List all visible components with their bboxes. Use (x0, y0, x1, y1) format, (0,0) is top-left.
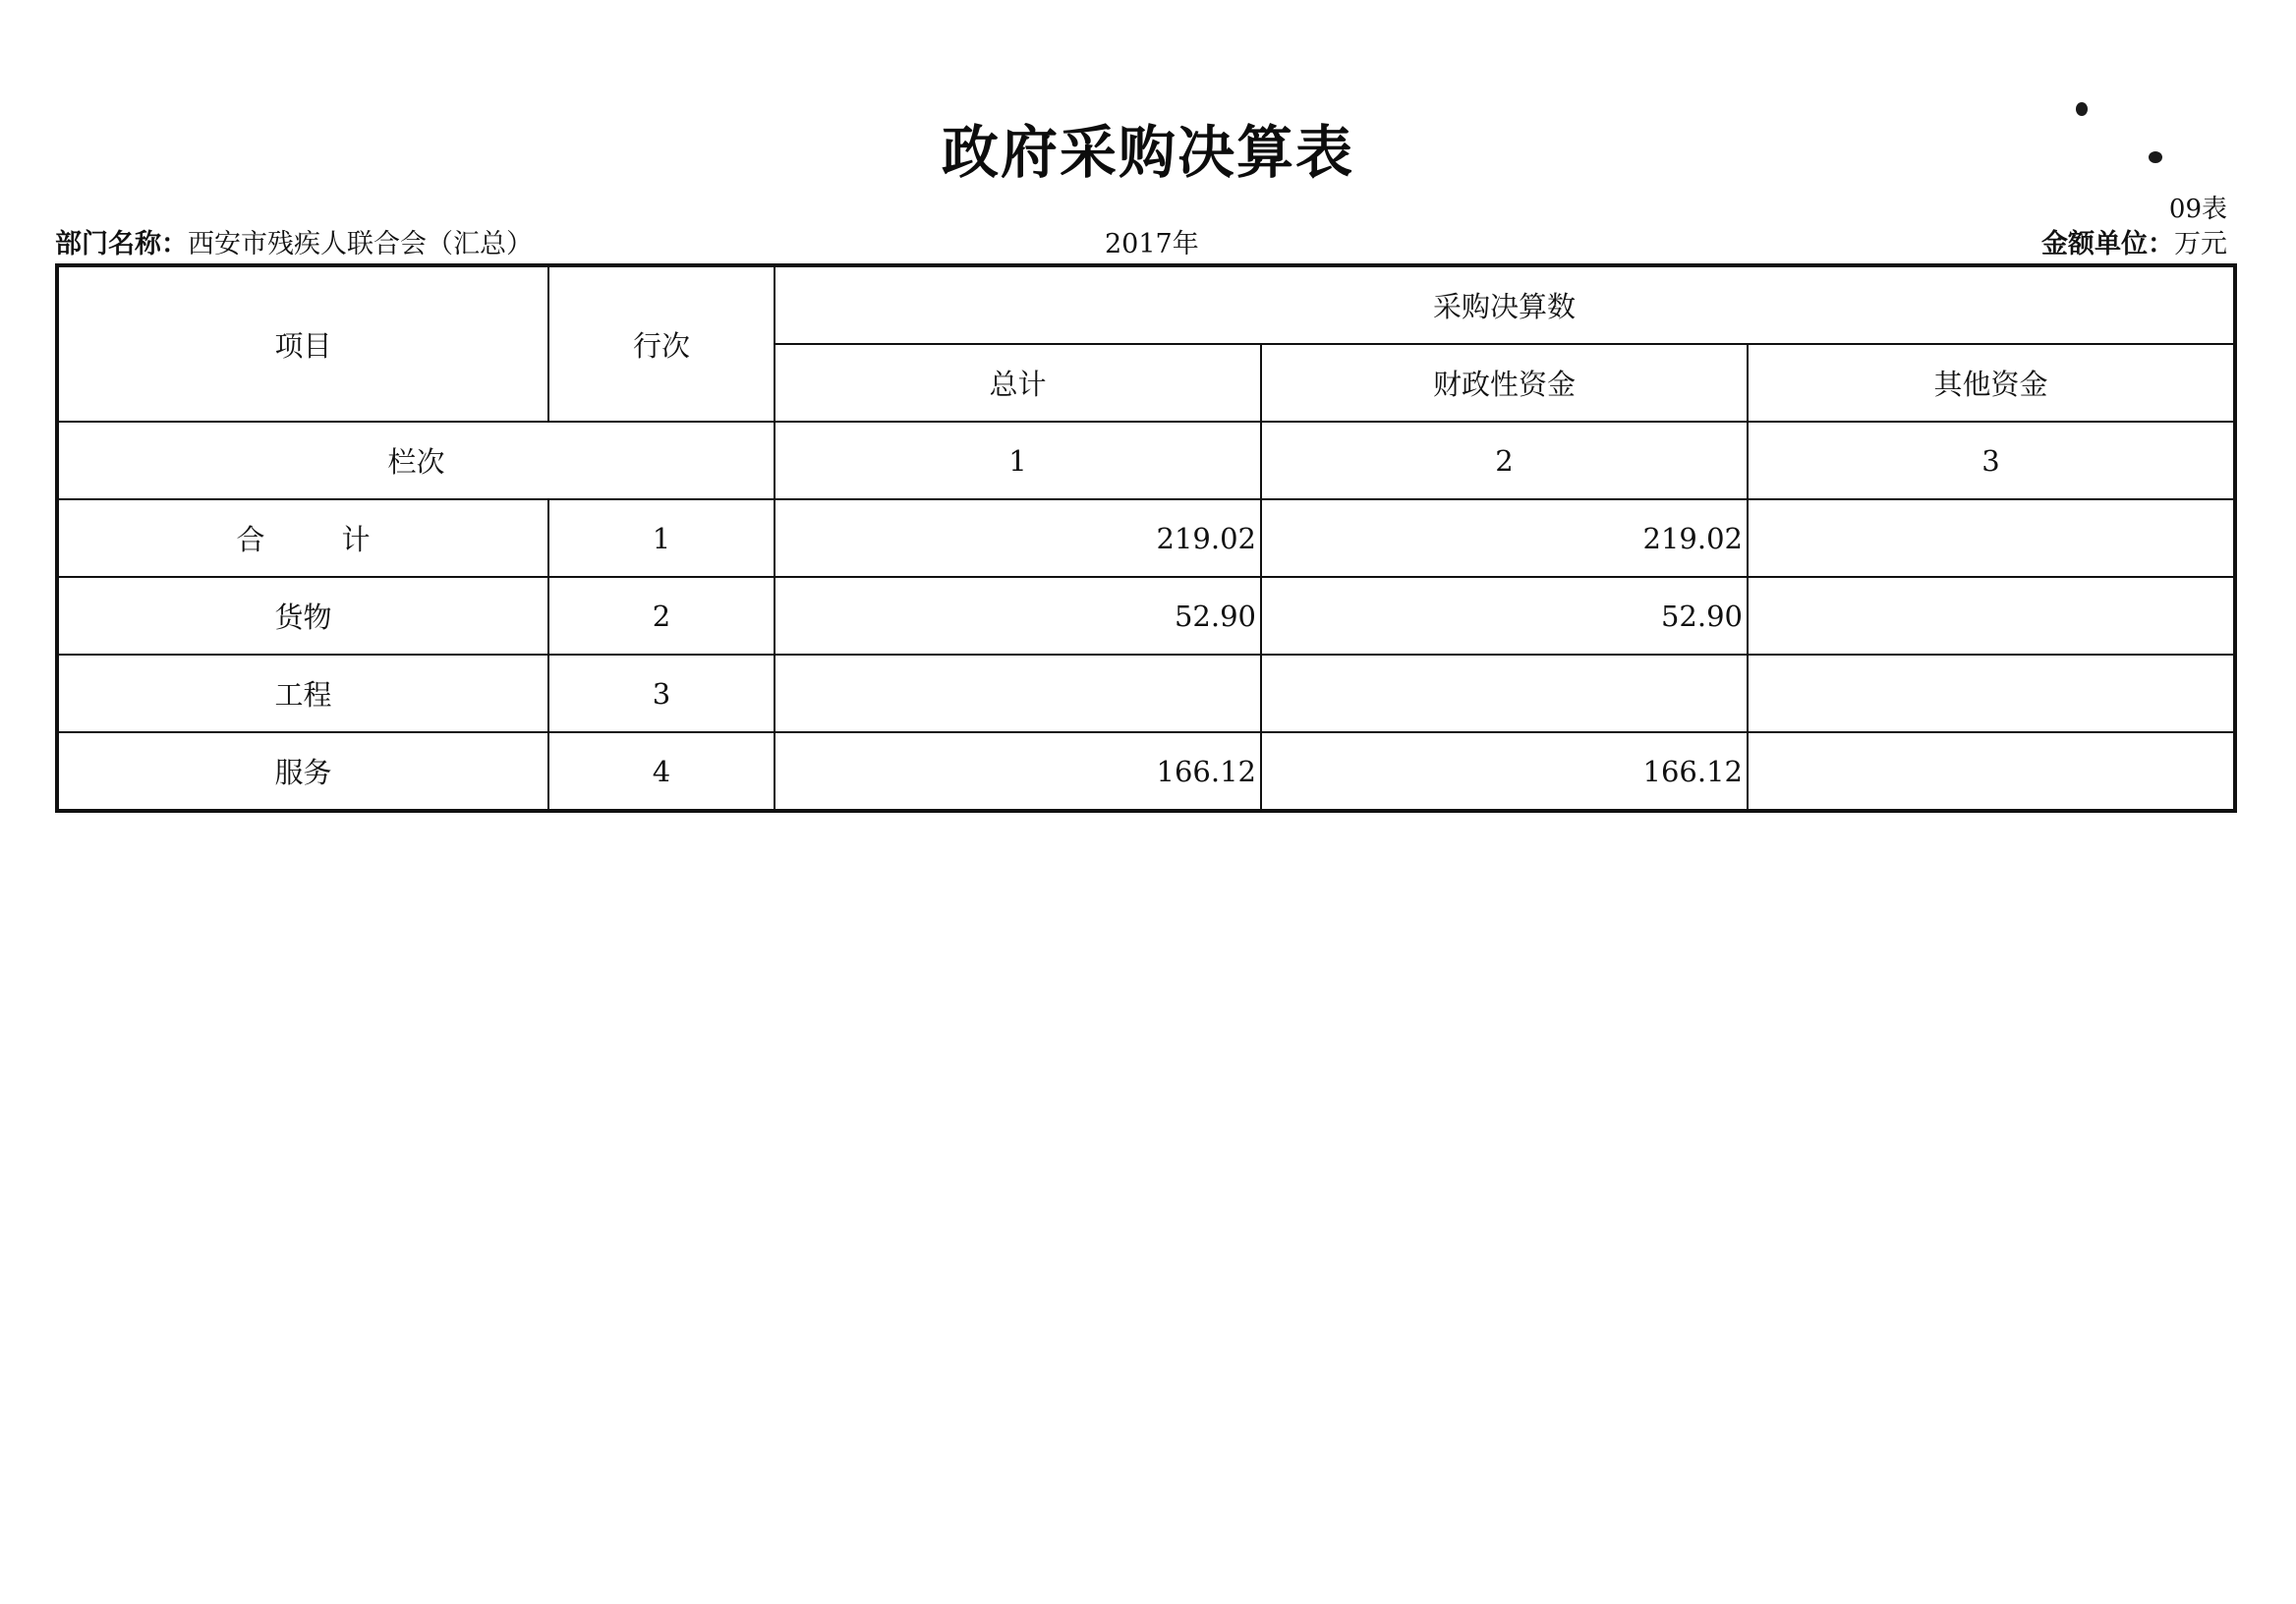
row-other (1748, 577, 2235, 655)
row-number: 1 (548, 499, 775, 577)
row-fiscal: 219.02 (1261, 499, 1748, 577)
row-number: 2 (548, 577, 775, 655)
row-item: 货物 (57, 577, 548, 655)
row-fiscal: 166.12 (1261, 732, 1748, 811)
document-header-row (55, 222, 2227, 258)
department-info (55, 222, 533, 260)
row-other (1748, 499, 2235, 577)
column-index-3: 3 (1748, 422, 2235, 499)
row-total: 219.02 (775, 499, 1261, 577)
header-total: 总计 (775, 344, 1261, 422)
header-row-no: 行次 (548, 265, 775, 422)
unit-value: 万元 (2174, 229, 2227, 259)
table-row (57, 732, 2235, 811)
row-other (1748, 732, 2235, 811)
row-item-text: 合计 (236, 523, 447, 556)
row-fiscal (1261, 655, 1748, 732)
row-fiscal: 52.90 (1261, 577, 1748, 655)
column-index-2: 2 (1261, 422, 1748, 499)
header-item: 项目 (57, 265, 548, 422)
department-label: 部门名称： (55, 229, 188, 259)
table-row (57, 577, 2235, 655)
scan-speck (2076, 102, 2088, 116)
unit-label: 金额单位： (2041, 229, 2174, 259)
row-item (57, 499, 548, 577)
row-number: 3 (548, 655, 775, 732)
header-fiscal: 财政性资金 (1261, 344, 1748, 422)
procurement-table (55, 263, 2237, 813)
column-index-label: 栏次 (57, 422, 775, 499)
amount-unit (2041, 222, 2227, 260)
row-total: 166.12 (775, 732, 1261, 811)
row-number: 4 (548, 732, 775, 811)
column-index-1: 1 (775, 422, 1261, 499)
department-value: 西安市残疾人联合会（汇总） (188, 229, 533, 259)
table-row (57, 655, 2235, 732)
row-item: 工程 (57, 655, 548, 732)
form-number: 09表 (2168, 195, 2227, 224)
header-other: 其他资金 (1748, 344, 2235, 422)
table-row (57, 499, 2235, 577)
row-total (775, 655, 1261, 732)
row-other (1748, 655, 2235, 732)
header-group: 采购决算数 (775, 265, 2235, 344)
report-year: 2017年 (1105, 229, 1199, 259)
document-title: 政府采购决算表 (941, 119, 1354, 186)
scan-speck (2149, 151, 2162, 163)
row-total: 52.90 (775, 577, 1261, 655)
column-index-row (57, 422, 2235, 499)
row-item: 服务 (57, 732, 548, 811)
header-row-1 (57, 265, 2235, 344)
